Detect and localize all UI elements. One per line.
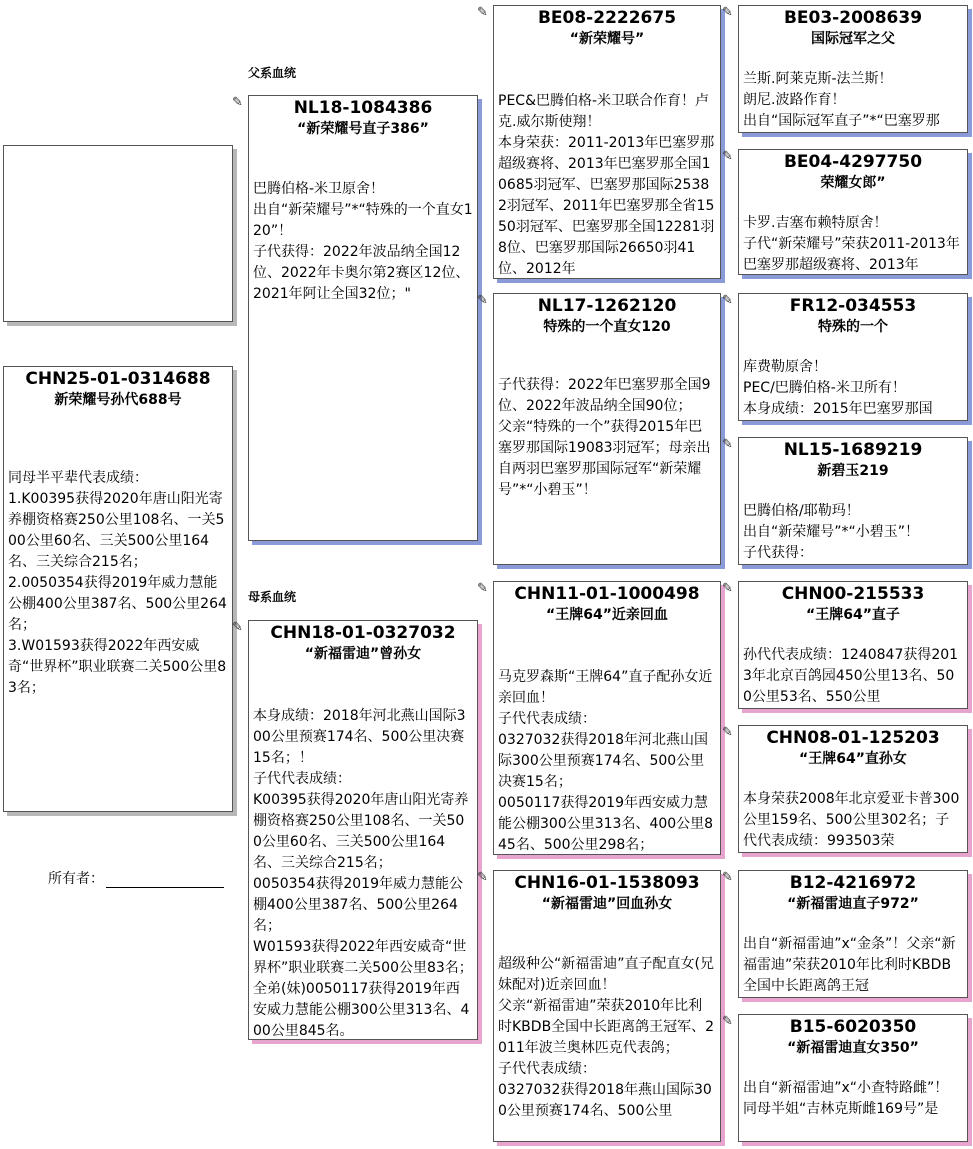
sss-name: 国际冠军之父 [811,31,895,47]
sss-desc: 兰斯.阿莱克斯-法兰斯！ 朗尼.波路作育！ 出自“国际冠军直子”*“巴塞罗那 [743,71,940,129]
dd-ring: CHN16-01-1538093 [514,873,700,893]
ddd-ring: B15-6020350 [789,1017,917,1037]
dam-card [248,620,478,1040]
dsd-ring: CHN08-01-125203 [766,728,940,748]
dd-name: “新福雷迪”回血孙女 [541,896,673,912]
sds-card [738,293,968,421]
edit-icon[interactable]: ✎ [477,5,488,20]
sire-card [248,95,478,541]
sdd-desc: 巴腾伯格/耶勒玛！ 出自“新荣耀号”*“小碧玉”！ 子代获得： [743,503,920,561]
photo-placeholder [3,145,233,322]
ssd-ring: BE04-4297750 [783,152,923,172]
dd-card [493,870,721,1142]
paternal-label: 父系血统 [248,66,297,80]
ds-name: “王牌64”近亲回血 [546,607,668,623]
edit-icon[interactable]: ✎ [722,1014,733,1029]
edit-icon[interactable]: ✎ [722,870,733,885]
dss-name: “王牌64”直子 [806,607,900,623]
ddd-name: “新福雷迪直女350” [787,1040,919,1056]
edit-icon[interactable]: ✎ [722,725,733,740]
ddd-desc: 出自“新福雷迪”x“小查特路雌”！ 同母半姐“吉林克斯雌169号”是 [743,1080,949,1117]
dsd-name: “王牌64”直孙女 [799,751,907,767]
sss-ring: BE03-2008639 [783,8,923,28]
subject-name: 新荣耀号孙代688号 [54,392,182,408]
edit-icon[interactable]: ✎ [722,149,733,164]
edit-icon[interactable]: ✎ [722,5,733,20]
sd-card [493,293,721,565]
dds-card [738,870,968,998]
dam-name: “新福雷迪”曾孙女 [304,646,422,662]
sd-desc: 子代获得：2022年巴塞罗那全国9位、2022年波品纳全国90位； 父亲“特殊的一个”获得2015年巴塞罗那国际19083羽冠军；母亲出自两羽巴塞罗那国际冠军“新荣耀号”*“小碧玉”！ [498,377,711,498]
dd-desc: 超级种公“新福雷迪”直子配直女(兄妹配对)近亲回血！ 父亲“新福雷迪”荣获2010年比利时KBDB全国中长距离鸽王冠军、2011年波兰奥林匹克代表鸽； 子代代表成绩： 0327032获得2018年燕山国际300公里预赛174名、500公里 [498,956,715,1119]
ddd-card [738,1014,968,1142]
sds-desc: 库费勒原舍！ PEC/巴腾伯格-米卫所有！ 本身成绩：2015年巴塞罗那国 [743,359,933,417]
edit-icon[interactable]: ✎ [232,95,243,110]
edit-icon[interactable]: ✎ [232,620,243,635]
edit-icon[interactable]: ✎ [722,293,733,308]
maternal-label: 母系血统 [248,590,297,604]
sss-card [738,5,968,133]
sire-ring: NL18-1084386 [293,98,433,118]
ds-ring: CHN11-01-1000498 [514,584,700,604]
dsd-card [738,725,968,853]
dss-ring: CHN00-215533 [781,584,925,604]
owner-label: 所有者： [48,871,104,887]
ds-desc: 马克罗森斯“王牌64”直子配孙女近亲回血！ 子代代表成绩： 0327032获得2018年河北燕山国际300公里预赛174名、500公里决赛15名； 0050117获得2019年西安威力慧能公棚300公里313名、400公里845名、500公里298名； [498,669,714,853]
subject-card [3,366,233,812]
subject-ring: CHN25-01-0314688 [25,369,211,389]
dss-card [738,581,968,709]
ss-card [493,5,721,279]
dds-desc: 出自“新福雷迪”x“金条”！父亲“新福雷迪”荣获2010年比利时KBDB全国中长距离鸽王冠 [743,936,956,994]
edit-icon[interactable]: ✎ [477,581,488,596]
dds-ring: B12-4216972 [789,873,917,893]
sdd-name: 新碧玉219 [817,463,889,479]
sd-ring: NL17-1262120 [537,296,677,316]
sdd-ring: NL15-1689219 [783,440,923,460]
sds-ring: FR12-034553 [789,296,917,316]
sd-name: 特殊的一个直女120 [543,319,671,335]
sire-desc: 巴腾伯格-米卫原舍！ 出自“新荣耀号”*“特殊的一个直女120”！ 子代获得：2022年波品纳全国12位、2022年卡奥尔第2赛区12位、2021年阿让全国32位；" [253,181,473,302]
ss-ring: BE08-2222675 [537,8,677,28]
edit-icon[interactable]: ✎ [477,870,488,885]
edit-icon[interactable]: ✎ [477,293,488,308]
owner-blank[interactable] [106,873,224,888]
ssd-card [738,149,968,275]
ssd-desc: 卡罗.吉塞布赖特原舍！ 子代“新荣耀号”荣获2011-2013年巴塞罗那超级赛将、2013年 [743,215,960,273]
dam-ring: CHN18-01-0327032 [270,623,456,643]
dsd-desc: 本身荣获2008年北京爱亚卡普300公里159名、500公里302名；子代代表成绩：993503荣 [743,791,960,849]
subject-desc: 同母半平辈代表成绩： 1.K00395获得2020年唐山阳光寄养棚资格赛250公里108名、一关500公里60名、三关500公里164名、三关综合215名； 2.0050354获得2019年威力慧能公棚400公里387名、500公里264名； 3.W01593获得2022年西安威奇“世界杯”职业联赛二关500公里83名； [8,470,227,696]
ds-card [493,581,721,855]
sds-name: 特殊的一个 [818,319,888,335]
owner-line [48,868,224,888]
edit-icon[interactable]: ✎ [722,581,733,596]
sire-name: “新荣耀号直子386” [297,121,429,137]
sdd-card [738,437,968,565]
dam-desc: 本身成绩：2018年河北燕山国际300公里预赛174名、500公里决赛15名；！ 子代代表成绩： K00395获得2020年唐山阳光寄养棚资格赛250公里108名、一关500公里60名、三关500公里164名、三关综合215名； 0050354获得2019年威力慧能公棚400公里387名、500公里264名； W01593获得2022年西安威奇“世界杯”职业联赛二关500公里83名； 全弟(妹)0050117获得2019年西安威力慧能公棚300公里313名、400公里845名。 [253,708,473,1039]
dds-name: “新福雷迪直子972” [787,896,919,912]
dss-desc: 孙代代表成绩：1240847获得2013年北京百鸽园450公里13名、500公里53名、550公里 [743,647,959,705]
ss-name: “新荣耀号” [569,31,645,47]
ss-desc: PEC&巴腾伯格-米卫联合作育！卢克.威尔斯使翔！ 本身荣获：2011-2013年巴塞罗那超级赛将、2013年巴塞罗那全国10685羽冠军、巴塞罗那国际25382羽冠军、2011年巴塞罗那全省1550羽冠军、巴塞罗那全国12281羽8位、巴塞罗那国际26650羽41位、2012年 [498,93,715,277]
ssd-name: 荣耀女郎” [820,175,886,191]
edit-icon[interactable]: ✎ [722,437,733,452]
